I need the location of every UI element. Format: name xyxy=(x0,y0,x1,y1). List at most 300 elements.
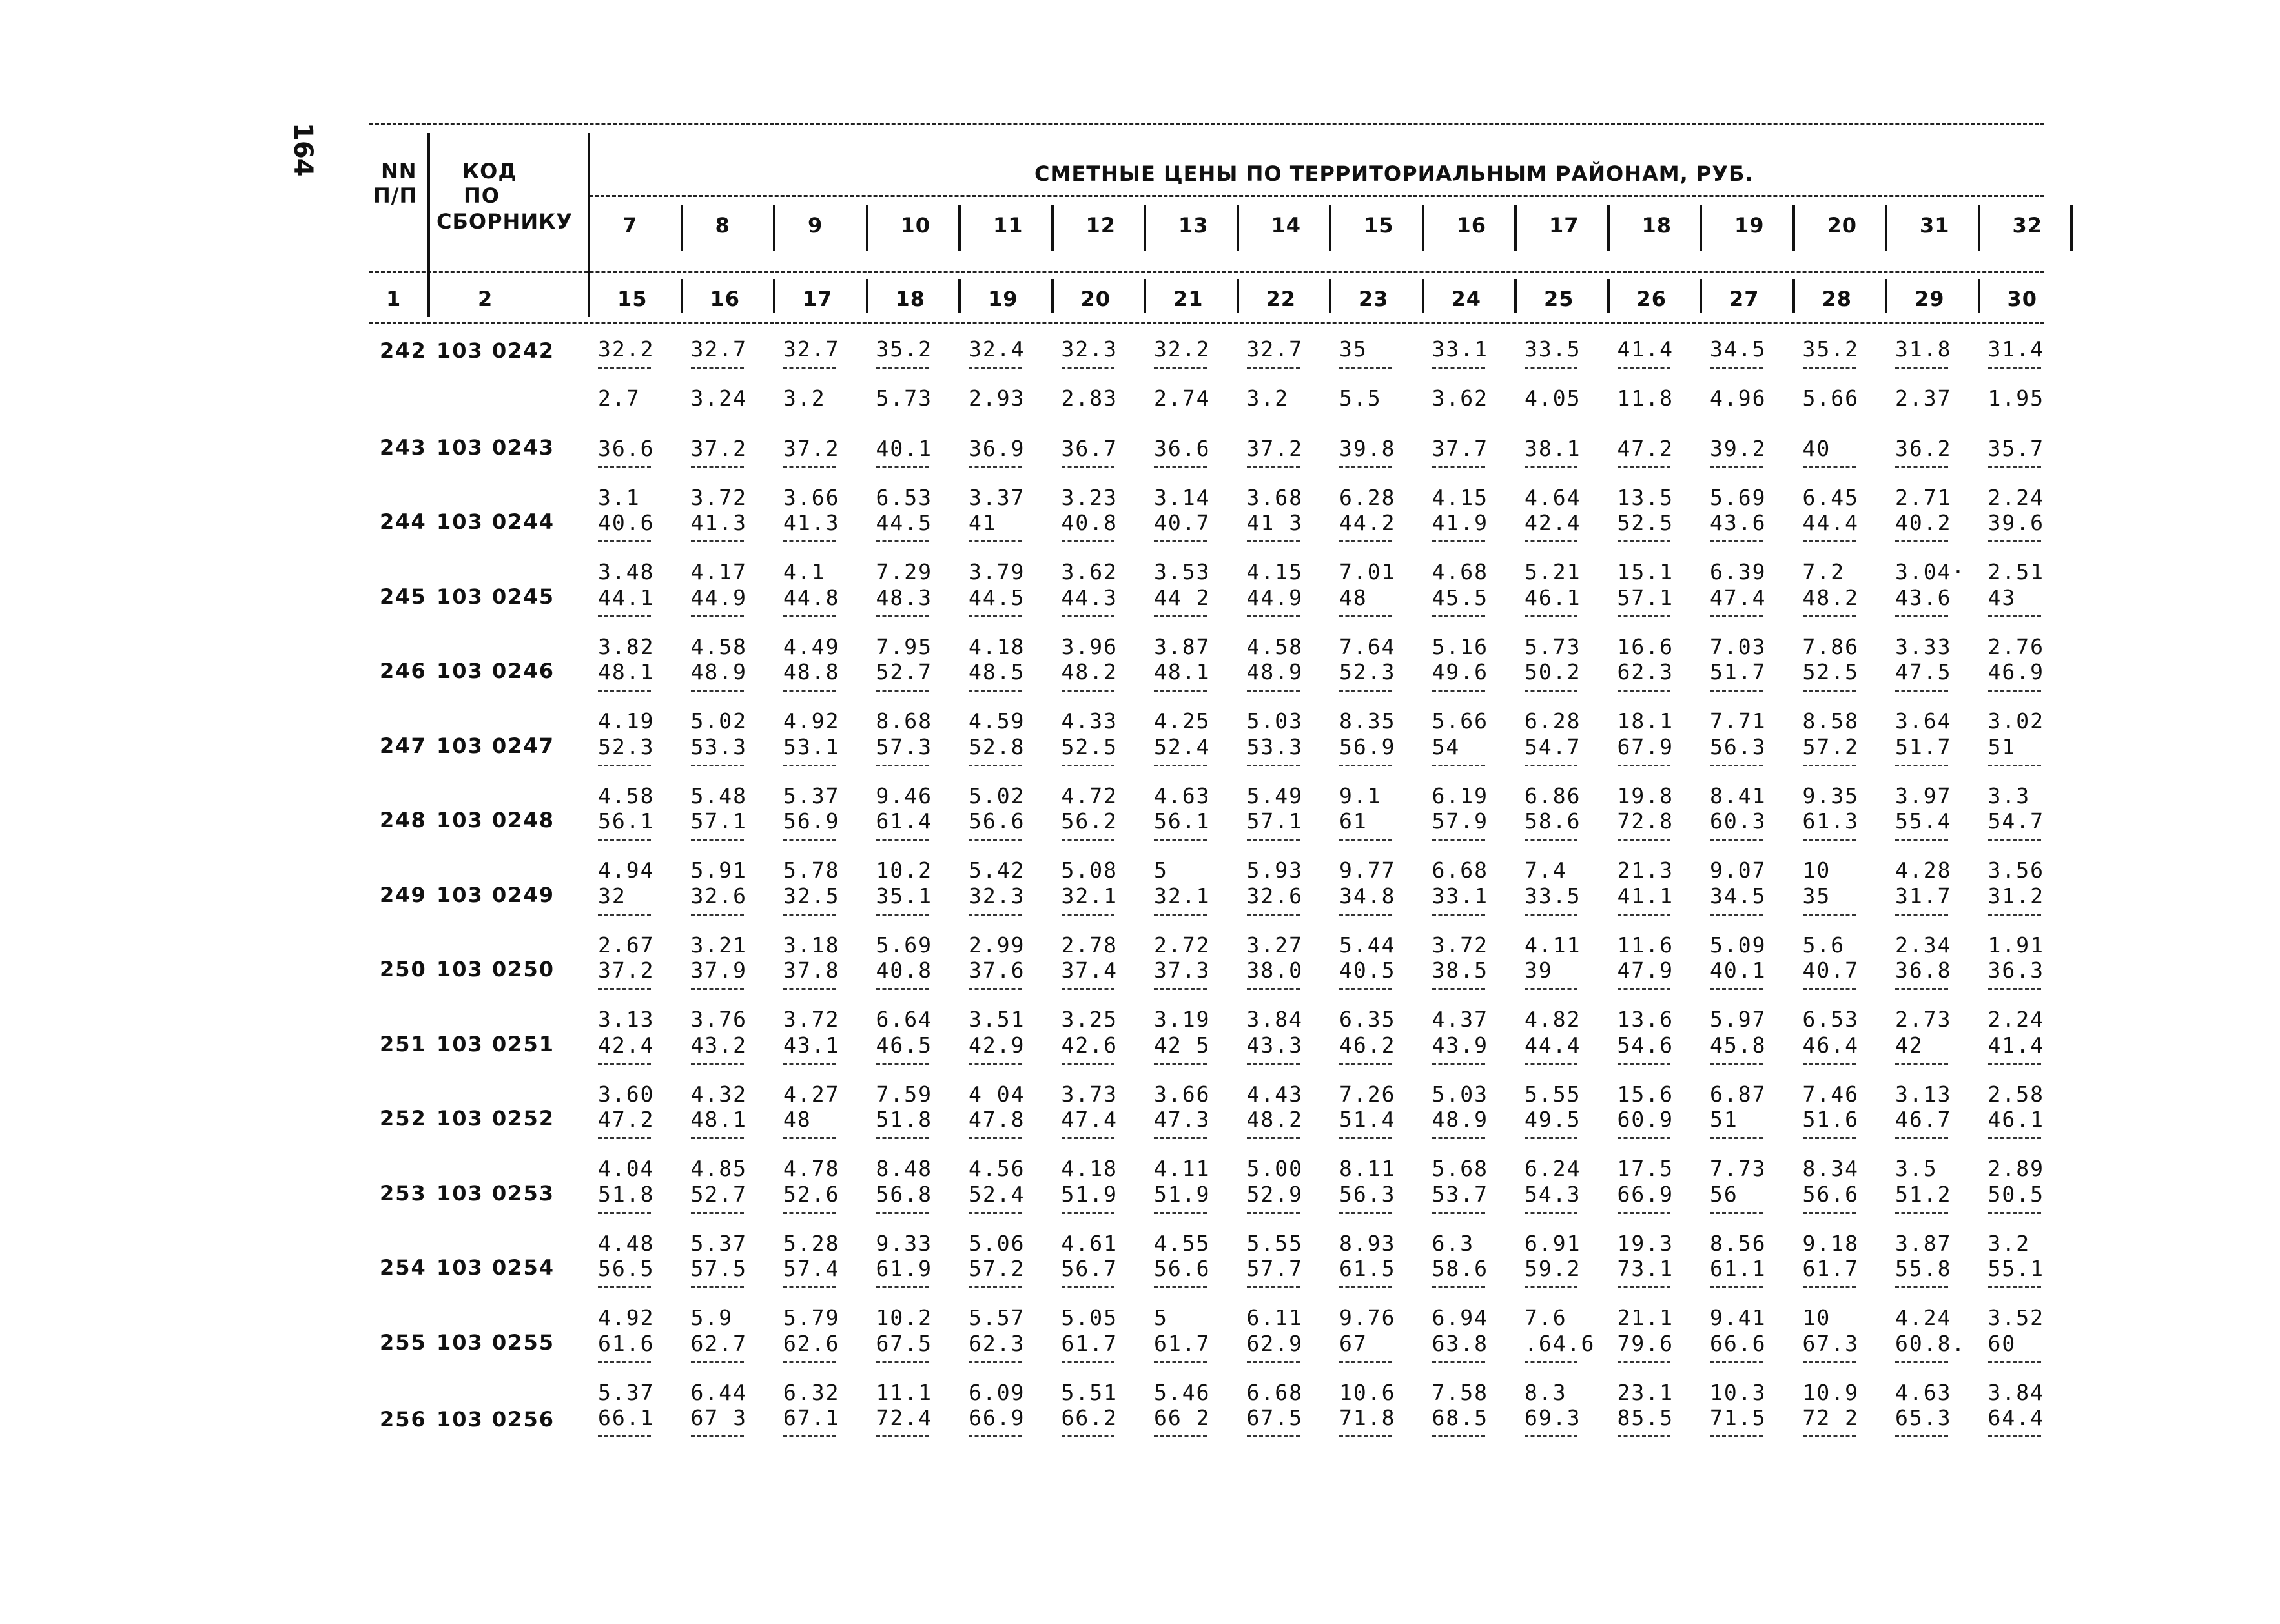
value-separator xyxy=(1062,1063,1114,1065)
price-value: 47.4 xyxy=(1061,1107,1118,1132)
coefficient-value: 7.95 xyxy=(876,633,932,659)
price-value: 52.9 xyxy=(1246,1181,1303,1207)
value-separator xyxy=(1154,1286,1207,1288)
value-separator xyxy=(598,988,651,990)
price-value: 47.9 xyxy=(1617,958,1674,983)
price-value: 56.2 xyxy=(1061,808,1118,834)
coefficient-value: 6.91 xyxy=(1525,1230,1581,1256)
value-separator xyxy=(1154,765,1207,766)
coefficient-value: 6.39 xyxy=(1710,559,1767,584)
coefficient-value: 3.23 xyxy=(1061,484,1118,510)
price-value: 39.6 xyxy=(1987,510,2044,535)
price-value: 36.2 xyxy=(1895,435,1952,461)
price-value: 33.5 xyxy=(1525,336,1581,362)
header-mid-rule xyxy=(369,271,2044,273)
column-index: 26 xyxy=(1636,287,1667,311)
price-value: 51.2 xyxy=(1895,1181,1952,1207)
coefficient-value: 2.76 xyxy=(1987,633,2044,659)
value-separator xyxy=(598,1361,651,1363)
coefficient-value: 7.2 xyxy=(1802,559,1845,584)
coefficient-value: 2.67 xyxy=(598,932,655,958)
price-value: 38.0 xyxy=(1246,958,1303,983)
price-value: 56.7 xyxy=(1061,1256,1118,1281)
price-value: 51.7 xyxy=(1710,659,1767,684)
value-separator xyxy=(969,1286,1022,1288)
column-separator xyxy=(1237,279,1239,313)
price-value: 37.2 xyxy=(783,435,840,461)
value-separator xyxy=(1895,1435,1948,1437)
price-value: 48.9 xyxy=(690,659,747,684)
price-value: 71.5 xyxy=(1710,1405,1767,1430)
coefficient-value: 4.24 xyxy=(1895,1305,1952,1330)
price-value: 51.8 xyxy=(598,1181,655,1207)
coefficient-value: 8.41 xyxy=(1710,783,1767,808)
coefficient-value: 2.74 xyxy=(1154,385,1211,411)
row-code: 103 0247 xyxy=(436,733,555,758)
coefficient-value: 3.04· xyxy=(1895,559,1966,584)
coefficient-value: 6.35 xyxy=(1339,1007,1396,1032)
row-code: 103 0255 xyxy=(436,1330,555,1355)
price-value: 67.9 xyxy=(1617,734,1674,759)
coefficient-value: 23.1 xyxy=(1617,1379,1674,1405)
value-separator xyxy=(783,914,836,916)
value-separator xyxy=(598,1063,651,1065)
value-separator xyxy=(691,367,744,369)
value-separator xyxy=(1339,765,1392,766)
price-value: 41 3 xyxy=(1246,510,1303,535)
value-separator xyxy=(1432,367,1485,369)
coefficient-value: 3.02 xyxy=(1987,708,2044,734)
value-separator xyxy=(1803,1286,1856,1288)
price-value: 54.3 xyxy=(1525,1181,1581,1207)
price-value: 43.6 xyxy=(1710,510,1767,535)
top-rule xyxy=(369,123,2044,125)
value-separator xyxy=(1432,839,1485,841)
coefficient-value: 3.13 xyxy=(598,1007,655,1032)
coefficient-value: 3.1 xyxy=(598,484,641,510)
coefficient-value: 3.51 xyxy=(969,1007,1025,1032)
column-separator xyxy=(958,205,961,251)
coefficient-value: 3.68 xyxy=(1246,484,1303,510)
value-separator xyxy=(1432,1435,1485,1437)
value-separator xyxy=(1988,615,2041,617)
value-separator xyxy=(1525,988,1577,990)
coefficient-value: 3.27 xyxy=(1246,932,1303,958)
coefficient-value: 4.64 xyxy=(1525,484,1581,510)
price-value: 61.5 xyxy=(1339,1256,1396,1281)
coefficient-value: 5.73 xyxy=(876,385,932,411)
coefficient-value: 3.79 xyxy=(969,559,1025,584)
price-value: 37.4 xyxy=(1061,958,1118,983)
value-separator xyxy=(876,839,929,841)
coefficient-value: 5.73 xyxy=(1525,633,1581,659)
column-separator xyxy=(1329,279,1331,313)
price-value: 35.2 xyxy=(876,336,932,362)
value-separator xyxy=(1988,1063,2041,1065)
value-separator xyxy=(1339,1212,1392,1214)
value-separator xyxy=(876,615,929,617)
value-separator xyxy=(969,914,1022,916)
value-separator xyxy=(1803,466,1856,468)
coefficient-value: 9.18 xyxy=(1802,1230,1859,1256)
coefficient-value: 4.68 xyxy=(1432,559,1488,584)
price-value: 40.6 xyxy=(598,510,655,535)
price-value: 57.2 xyxy=(1802,734,1859,759)
coefficient-value: 6.09 xyxy=(969,1379,1025,1405)
value-separator xyxy=(1895,540,1948,542)
coefficient-value: 4.18 xyxy=(1061,1156,1118,1181)
column-index: 20 xyxy=(1080,287,1111,311)
price-value: 54.6 xyxy=(1617,1032,1674,1058)
price-value: 32.7 xyxy=(1246,336,1303,362)
price-value: 43.6 xyxy=(1895,584,1952,610)
column-separator xyxy=(1885,205,1887,251)
price-value: 62.3 xyxy=(1617,659,1674,684)
coefficient-value: 3.52 xyxy=(1987,1305,2044,1330)
coefficient-value: 4.37 xyxy=(1432,1007,1488,1032)
column-separator xyxy=(1514,279,1517,313)
value-separator xyxy=(1525,367,1577,369)
column-separator xyxy=(1607,205,1610,251)
value-separator xyxy=(1988,988,2041,990)
value-separator xyxy=(1710,988,1763,990)
coefficient-value: 3.97 xyxy=(1895,783,1952,808)
coefficient-value: 4.82 xyxy=(1525,1007,1581,1032)
price-value: 42.4 xyxy=(598,1032,655,1058)
value-separator xyxy=(1062,1435,1114,1437)
coefficient-value: 3.62 xyxy=(1432,385,1488,411)
price-value: 52.5 xyxy=(1617,510,1674,535)
value-separator xyxy=(969,1212,1022,1214)
price-value: 57.5 xyxy=(690,1256,747,1281)
value-separator xyxy=(598,367,651,369)
price-value: 52.5 xyxy=(1802,659,1859,684)
value-separator xyxy=(1154,540,1207,542)
price-value: 56.3 xyxy=(1339,1181,1396,1207)
coefficient-value: 4.85 xyxy=(690,1156,747,1181)
price-value: 62.3 xyxy=(969,1330,1025,1356)
value-separator xyxy=(876,914,929,916)
price-value: 48.5 xyxy=(969,659,1025,684)
value-separator xyxy=(1339,615,1392,617)
column-separator xyxy=(1607,279,1610,313)
district-header: 19 xyxy=(1734,213,1765,238)
coefficient-value: 7.59 xyxy=(876,1081,932,1107)
row-number: 246 xyxy=(380,659,427,683)
coefficient-value: 4.78 xyxy=(783,1156,840,1181)
price-value: 67 3 xyxy=(690,1405,747,1430)
value-separator xyxy=(1988,1435,2041,1437)
value-separator xyxy=(783,1361,836,1363)
coefficient-value: 8.56 xyxy=(1710,1230,1767,1256)
column-separator xyxy=(1144,205,1146,251)
coefficient-value: 5.66 xyxy=(1432,708,1488,734)
coefficient-value: 3.64 xyxy=(1895,708,1952,734)
price-value: 49.6 xyxy=(1432,659,1488,684)
code-header-line1: КОД xyxy=(462,159,517,183)
coefficient-value: 6.86 xyxy=(1525,783,1581,808)
coefficient-value: 6.28 xyxy=(1339,484,1396,510)
price-value: 47.4 xyxy=(1710,584,1767,610)
coefficient-value: 7.03 xyxy=(1710,633,1767,659)
district-header: 11 xyxy=(993,213,1023,238)
column-index: 27 xyxy=(1729,287,1760,311)
price-value: 54.7 xyxy=(1987,808,2044,834)
value-separator xyxy=(1803,1212,1856,1214)
price-value: 62.6 xyxy=(783,1330,840,1356)
value-separator xyxy=(1247,765,1300,766)
column-separator xyxy=(866,279,868,313)
coefficient-value: 5.9 xyxy=(690,1305,734,1330)
coefficient-value: 5.69 xyxy=(876,932,932,958)
value-separator xyxy=(1247,1286,1300,1288)
price-value: 33.1 xyxy=(1432,883,1488,909)
column-index: 18 xyxy=(895,287,926,311)
value-separator xyxy=(1988,540,2041,542)
value-separator xyxy=(1432,1286,1485,1288)
column-separator xyxy=(588,205,590,251)
price-value: 44.8 xyxy=(783,584,840,610)
column-separator xyxy=(1051,279,1054,313)
price-value: 32.3 xyxy=(969,883,1025,909)
coefficient-value: 6.11 xyxy=(1246,1305,1303,1330)
value-separator xyxy=(691,1286,744,1288)
price-value: 36.7 xyxy=(1061,435,1118,461)
value-separator xyxy=(1618,988,1670,990)
price-value: 52.4 xyxy=(1154,734,1211,759)
value-separator xyxy=(1154,1212,1207,1214)
value-separator xyxy=(1339,988,1392,990)
value-separator xyxy=(1618,1212,1670,1214)
value-separator xyxy=(1154,988,1207,990)
price-value: 56.5 xyxy=(598,1256,655,1281)
value-separator xyxy=(1803,765,1856,766)
coefficient-value: 6.45 xyxy=(1802,484,1859,510)
price-value: 50.2 xyxy=(1525,659,1581,684)
column-separator xyxy=(588,279,590,313)
coefficient-value: 3.56 xyxy=(1987,858,2044,883)
row-code: 103 0250 xyxy=(436,957,555,982)
value-separator xyxy=(1988,466,2041,468)
value-separator xyxy=(1895,988,1948,990)
price-value: 43.2 xyxy=(690,1032,747,1058)
value-separator xyxy=(1895,1137,1948,1139)
value-separator xyxy=(1062,1212,1114,1214)
price-value: 58.6 xyxy=(1525,808,1581,834)
price-value: 37.2 xyxy=(1246,435,1303,461)
row-number: 251 xyxy=(380,1031,427,1056)
row-code: 103 0253 xyxy=(436,1180,555,1206)
price-value: 52.7 xyxy=(690,1181,747,1207)
value-separator xyxy=(1154,1435,1207,1437)
value-separator xyxy=(1988,690,2041,692)
code-header-line2: ПО xyxy=(464,183,500,208)
value-separator xyxy=(1432,615,1485,617)
value-separator xyxy=(876,1212,929,1214)
value-separator xyxy=(783,1212,836,1214)
coefficient-value: 3.24 xyxy=(690,385,747,411)
value-separator xyxy=(1618,1361,1670,1363)
coefficient-value: 1.95 xyxy=(1987,385,2044,411)
price-value: 44 2 xyxy=(1154,584,1211,610)
price-value: 56.1 xyxy=(1154,808,1211,834)
column-index: 23 xyxy=(1359,287,1389,311)
coefficient-value: 5.78 xyxy=(783,858,840,883)
coefficient-value: 9.76 xyxy=(1339,1305,1396,1330)
column-separator xyxy=(866,205,868,251)
value-separator xyxy=(1618,1435,1670,1437)
row-number: 253 xyxy=(380,1180,427,1206)
column-separator xyxy=(2070,205,2073,251)
coefficient-value: 5.02 xyxy=(969,783,1025,808)
value-separator xyxy=(876,1063,929,1065)
page-number: 164 xyxy=(288,123,318,177)
price-value: 67.3 xyxy=(1802,1330,1859,1356)
value-separator xyxy=(1618,690,1670,692)
value-separator xyxy=(598,615,651,617)
value-separator xyxy=(876,1435,929,1437)
coefficient-value: 4 04 xyxy=(969,1081,1025,1107)
coefficient-value: 4.05 xyxy=(1525,385,1581,411)
column-separator xyxy=(1051,205,1054,251)
price-value: 55.8 xyxy=(1895,1256,1952,1281)
value-separator xyxy=(1247,914,1300,916)
value-separator xyxy=(1710,1063,1763,1065)
price-value: 71.8 xyxy=(1339,1405,1396,1430)
coefficient-value: 5.44 xyxy=(1339,932,1396,958)
value-separator xyxy=(598,765,651,766)
price-value: 36.8 xyxy=(1895,958,1952,983)
value-separator xyxy=(1988,1137,2041,1139)
price-value: 57.2 xyxy=(969,1256,1025,1281)
coefficient-value: 4.18 xyxy=(969,633,1025,659)
value-separator xyxy=(969,839,1022,841)
value-separator xyxy=(1525,1063,1577,1065)
price-value: 32.6 xyxy=(690,883,747,909)
value-separator xyxy=(876,988,929,990)
price-value: 51 xyxy=(1710,1107,1738,1132)
price-value: 36.9 xyxy=(969,435,1025,461)
price-value: 37.8 xyxy=(783,958,840,983)
price-value: 44.9 xyxy=(690,584,747,610)
price-value: 46.4 xyxy=(1802,1032,1859,1058)
header-bottom-rule xyxy=(369,322,2044,324)
value-separator xyxy=(783,1286,836,1288)
coefficient-value: 2.72 xyxy=(1154,932,1211,958)
value-separator xyxy=(598,914,651,916)
value-separator xyxy=(1525,839,1577,841)
coefficient-value: 2.78 xyxy=(1061,932,1118,958)
value-separator xyxy=(1525,466,1577,468)
coefficient-value: 10 xyxy=(1802,858,1831,883)
price-value: 40.7 xyxy=(1154,510,1211,535)
price-value: 52.3 xyxy=(598,734,655,759)
price-value: 67.5 xyxy=(1246,1405,1303,1430)
price-value: 51.9 xyxy=(1061,1181,1118,1207)
price-value: 45.5 xyxy=(1432,584,1488,610)
value-separator xyxy=(969,1361,1022,1363)
coefficient-value: 9.46 xyxy=(876,783,932,808)
price-value: 32.7 xyxy=(783,336,840,362)
district-header: 17 xyxy=(1549,213,1579,238)
column-separator xyxy=(1700,279,1702,313)
value-separator xyxy=(1247,1137,1300,1139)
coefficient-value: 2.71 xyxy=(1895,484,1952,510)
value-separator xyxy=(1895,914,1948,916)
coefficient-value: 5.05 xyxy=(1061,1305,1118,1330)
price-value: 66 2 xyxy=(1154,1405,1211,1430)
value-separator xyxy=(598,540,651,542)
value-separator xyxy=(1339,466,1392,468)
coefficient-value: 3.2 xyxy=(783,385,826,411)
value-separator xyxy=(1339,1137,1392,1139)
coefficient-value: 21.1 xyxy=(1617,1305,1674,1330)
column-index: 16 xyxy=(710,287,741,311)
price-value: 44.9 xyxy=(1246,584,1303,610)
row-code: 103 0256 xyxy=(436,1407,555,1432)
coefficient-value: 4.15 xyxy=(1246,559,1303,584)
price-value: 56.3 xyxy=(1710,734,1767,759)
value-separator xyxy=(1895,839,1948,841)
price-value: 34.8 xyxy=(1339,883,1396,909)
coefficient-value: 11.8 xyxy=(1617,385,1674,411)
value-separator xyxy=(1988,765,2041,766)
coefficient-value: 2.73 xyxy=(1895,1007,1952,1032)
value-separator xyxy=(783,1435,836,1437)
price-value: 46.9 xyxy=(1987,659,2044,684)
value-separator xyxy=(969,1435,1022,1437)
value-separator xyxy=(1710,1137,1763,1139)
coefficient-value: 4.17 xyxy=(690,559,747,584)
price-value: 60.8. xyxy=(1895,1330,1966,1356)
coefficient-value: 3.66 xyxy=(783,484,840,510)
value-separator xyxy=(598,1137,651,1139)
coefficient-value: 3.87 xyxy=(1895,1230,1952,1256)
value-separator xyxy=(876,1361,929,1363)
coefficient-value: 5.16 xyxy=(1432,633,1488,659)
price-value: 66.9 xyxy=(969,1405,1025,1430)
value-separator xyxy=(691,466,744,468)
price-value: 38.5 xyxy=(1432,958,1488,983)
column-index: 17 xyxy=(803,287,833,311)
coefficient-value: 4.19 xyxy=(598,708,655,734)
coefficient-value: 2.99 xyxy=(969,932,1025,958)
value-separator xyxy=(1618,1286,1670,1288)
value-separator xyxy=(1618,914,1670,916)
header-sub-rule xyxy=(589,195,2044,197)
price-value: 56.6 xyxy=(969,808,1025,834)
price-value: 32.4 xyxy=(969,336,1025,362)
column-separator xyxy=(1144,279,1146,313)
price-value: 62.7 xyxy=(690,1330,747,1356)
coefficient-value: 4.59 xyxy=(969,708,1025,734)
value-separator xyxy=(1432,1063,1485,1065)
coefficient-value: 3.84 xyxy=(1987,1379,2044,1405)
value-separator xyxy=(691,540,744,542)
column-separator xyxy=(1978,205,1980,251)
value-separator xyxy=(1988,367,2041,369)
value-separator xyxy=(1062,839,1114,841)
row-code: 103 0243 xyxy=(436,435,555,460)
column-separator xyxy=(1422,205,1424,251)
value-separator xyxy=(1432,690,1485,692)
value-separator xyxy=(691,914,744,916)
price-value: 52.3 xyxy=(1339,659,1396,684)
value-separator xyxy=(1247,839,1300,841)
price-value: 57.1 xyxy=(1617,584,1674,610)
coefficient-value: 8.11 xyxy=(1339,1156,1396,1181)
column-separator xyxy=(1422,279,1424,313)
